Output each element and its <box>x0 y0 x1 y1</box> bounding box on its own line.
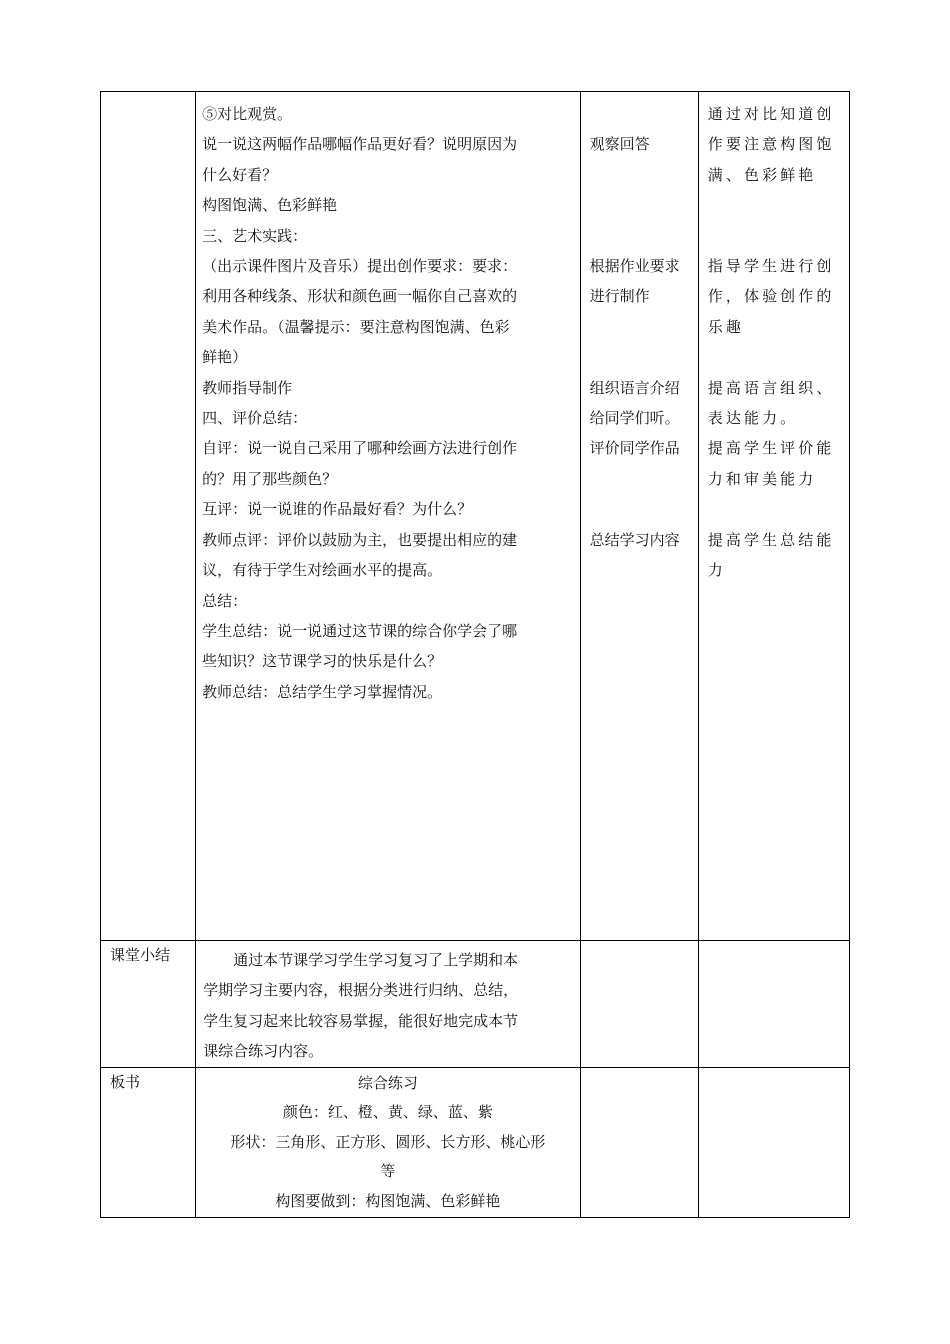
intent-evaluate-2: 力和审美能力 <box>707 469 817 488</box>
student-activity-introduce-2: 给同学们听。 <box>589 408 680 427</box>
class-summary-row <box>101 941 850 1068</box>
activity-line: 自评：说一说自己采用了哪种绘画方法进行创作 <box>202 439 518 458</box>
intent-language-2: 表达能力。 <box>707 409 799 428</box>
activity-line: （出示课件图片及音乐）提出创作要求：要求： <box>202 257 518 276</box>
teacher-activity-cell <box>196 92 581 941</box>
blackboard-line: 等 <box>380 1162 396 1181</box>
blackboard-line: 形状：三角形、正方形、圆形、长方形、桃心形 <box>230 1132 546 1151</box>
intent-language-1: 提高语言组织、 <box>707 378 835 397</box>
summary-line: 学生复习起来比较容易掌握，能很好地完成本节 <box>203 1011 519 1030</box>
activity-line: 学生总结：说一说通过这节课的综合你学会了哪 <box>202 621 518 640</box>
activity-line: 构图饱满、色彩鲜艳 <box>202 196 338 215</box>
activity-line: 的？用了那些颜色？ <box>202 469 338 488</box>
activity-line: 议，有待于学生对绘画水平的提高。 <box>202 561 443 580</box>
intent-summary-2: 力 <box>707 561 726 580</box>
summary-line: 通过本节课学习学生学习复习了上学期和本 <box>233 951 519 969</box>
student-activity-evaluate: 评价同学作品 <box>589 439 680 458</box>
activity-line: 四、评价总结： <box>202 409 308 428</box>
student-activity-cell <box>580 92 698 941</box>
student-activity-observe: 观察回答 <box>589 135 650 154</box>
activity-line: 什么好看？ <box>202 165 278 184</box>
student-activity-create-2: 进行制作 <box>589 287 650 306</box>
blackboard-content-cell <box>196 1067 581 1217</box>
activity-line: 鲜艳） <box>202 348 248 367</box>
activity-line: ⑤对比观赏。 <box>202 105 293 123</box>
design-intent-text <box>699 92 849 585</box>
class-summary-text <box>196 941 580 1067</box>
class-summary-text-cell <box>196 941 581 1068</box>
blackboard-empty-cell <box>580 1067 698 1217</box>
intent-evaluate-1: 提高学生评价能 <box>707 439 835 458</box>
class-summary-empty-cell <box>698 941 849 1068</box>
intent-contrast-3: 满、色彩鲜艳 <box>707 165 817 184</box>
blackboard-label: 板书 <box>110 1072 141 1091</box>
activity-line: 教师点评：评价以鼓励为主，也要提出相应的建 <box>202 530 518 549</box>
student-activity-create-1: 根据作业要求 <box>589 256 680 275</box>
teaching-process-row <box>101 92 850 941</box>
activity-line: 三、艺术实践： <box>202 226 308 245</box>
activity-line: 互评：说一说谁的作品最好看？为什么？ <box>202 500 473 519</box>
intent-contrast-1: 通过对比知道创 <box>707 105 835 123</box>
activity-line: 说一说这两幅作品哪幅作品更好看？说明原因为 <box>202 135 518 154</box>
intent-create-3: 乐趣 <box>707 317 744 336</box>
activity-line: 些知识？这节课学习的快乐是什么？ <box>202 652 443 671</box>
activity-line: 教师指导制作 <box>202 378 293 397</box>
intent-create-2: 作，体验创作的 <box>707 287 835 306</box>
activity-line: 总结： <box>202 591 248 610</box>
class-summary-label: 课堂小结 <box>110 946 171 964</box>
activity-line: 利用各种线条、形状和颜色画一幅你自己喜欢的 <box>202 287 518 306</box>
intent-create-1: 指导学生进行创 <box>707 257 835 275</box>
blackboard-label-cell <box>101 1067 196 1217</box>
blackboard-line: 构图要做到：构图饱满、色彩鲜艳 <box>275 1192 501 1210</box>
activity-line: 美术作品。（温馨提示：要注意构图饱满、色彩 <box>202 317 510 336</box>
teacher-activity-text <box>196 92 580 707</box>
summary-line: 课综合练习内容。 <box>203 1042 324 1061</box>
intent-summary-1: 提高学生总结能 <box>707 530 835 549</box>
class-summary-label-cell <box>101 941 196 1068</box>
blackboard-empty-cell <box>698 1067 849 1217</box>
class-summary-empty-cell <box>580 941 698 1068</box>
design-intent-cell <box>698 92 849 941</box>
lesson-plan-table <box>100 91 850 1218</box>
blackboard-content <box>196 1068 580 1217</box>
student-activity-summarize: 总结学习内容 <box>589 530 680 549</box>
summary-line: 学期学习主要内容，根据分类进行归纳、总结， <box>203 981 519 1000</box>
student-activity-text <box>581 92 698 555</box>
blackboard-row <box>101 1067 850 1217</box>
intent-contrast-2: 作要注意构图饱 <box>707 135 835 154</box>
activity-line: 教师总结：总结学生学习掌握情况。 <box>202 682 443 701</box>
stage-label-cell <box>101 92 196 941</box>
blackboard-title: 综合练习 <box>357 1073 418 1092</box>
blackboard-line: 颜色：红、橙、黄、绿、蓝、紫 <box>282 1103 493 1122</box>
student-activity-introduce-1: 组织语言介绍 <box>589 378 680 397</box>
